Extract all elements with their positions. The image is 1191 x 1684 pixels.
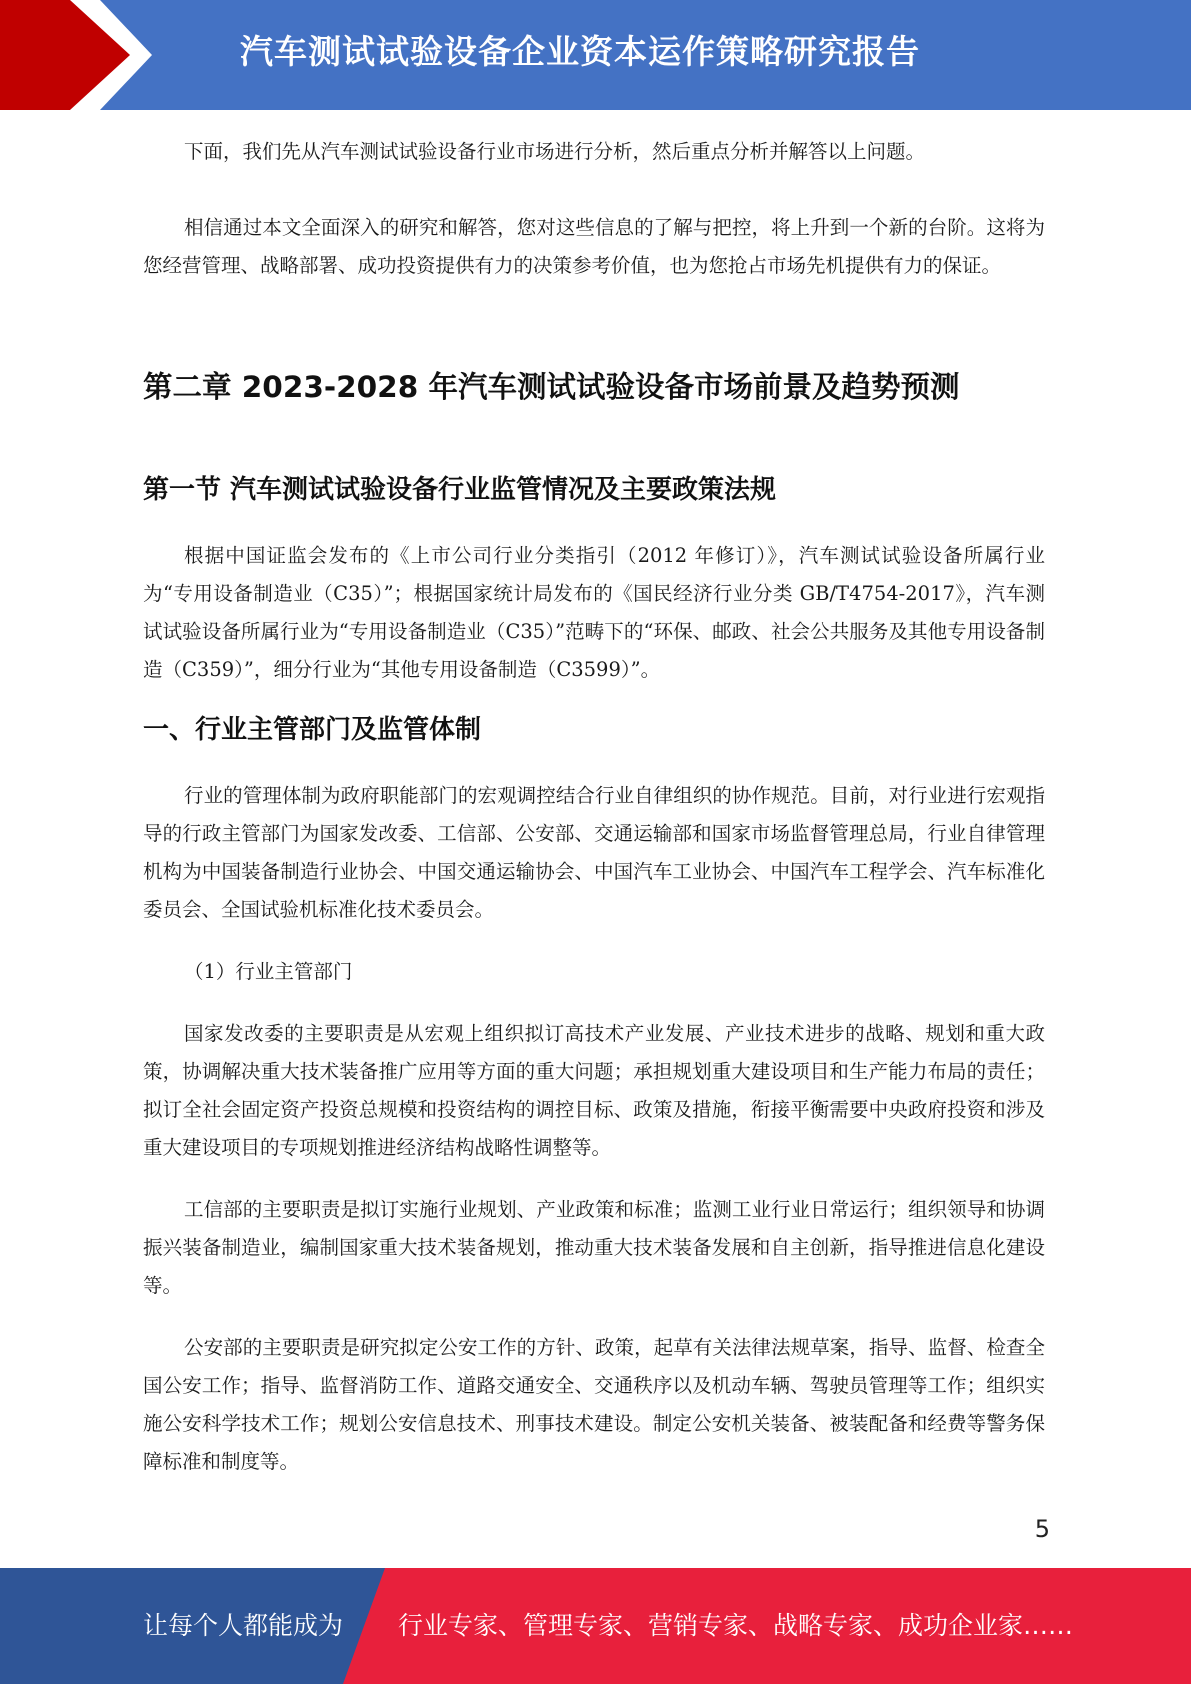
footer-slogan-left: 让每个人都能成为 <box>143 1611 344 1640</box>
intro-paragraph-2: 相信通过本文全面深入的研究和解答，您对这些信息的了解与把控，将上升到一个新的台阶。这将为您经营管理、战略部署、成功投资提供有力的决策参考价值，也为您抢占市场先机提供有力的保证。 <box>143 216 1045 277</box>
section-paragraph: 根据中国证监会发布的《上市公司行业分类指引（2012 年修订）》，汽车测试试验设备所属行业为“专用设备制造业（C35）”；根据国家统计局发布的《国民经济行业分类 GB/T4754-2017》，汽车测试试验设备所属行业为“专用设备制造业（C35）”范畴下的“环保、邮政、社会公共服务及其他专用设备制造（C359）”，细分行业为“其他专用设备制造（C3599）”。 <box>143 544 1045 681</box>
ndrc-paragraph: 国家发改委的主要职责是从宏观上组织拟订高技术产业发展、产业技术进步的战略、规划和重大政策，协调解决重大技术装备推广应用等方面的重大问题；承担规划重大建设项目和生产能力布局的责任；拟订全社会固定资产投资总规模和投资结构的调控目标、政策及措施，衔接平衡需要中央政府投资和涉及重大建设项目的专项规划推进经济结构战略性调整等。 <box>143 1022 1045 1159</box>
intro-paragraph-1: 下面，我们先从汽车测试试验设备行业市场进行分析，然后重点分析并解答以上问题。 <box>184 140 926 163</box>
footer-slogan-right: 行业专家、管理专家、营销专家、战略专家、成功企业家…… <box>398 1611 1074 1640</box>
subsection-title: 一、行业主管部门及监管体制 <box>143 715 482 745</box>
chapter-title: 第二章 2023-2028 年汽车测试试验设备市场前景及趋势预测 <box>143 370 960 404</box>
subsection-paragraph: 行业的管理体制为政府职能部门的宏观调控结合行业自律组织的协作规范。目前，对行业进行宏观指导的行政主管部门为国家发改委、工信部、公安部、交通运输部和国家市场监督管理总局，行业自律管理机构为中国装备制造行业协会、中国交通运输协会、中国汽车工业协会、中国汽车工程学会、汽车标准化委员会、全国试验机标准化技术委员会。 <box>143 784 1045 921</box>
section-title: 第一节 汽车测试试验设备行业监管情况及主要政策法规 <box>143 475 777 505</box>
miit-paragraph: 工信部的主要职责是拟订实施行业规划、产业政策和标准；监测工业行业日常运行；组织领导和协调振兴装备制造业，编制国家重大技术装备规划，推动重大技术装备发展和自主创新，指导推进信息化建设等。 <box>143 1198 1045 1297</box>
mps-paragraph: 公安部的主要职责是研究拟定公安工作的方针、政策，起草有关法律法规草案，指导、监督、检查全国公安工作；指导、监督消防工作、道路交通安全、交通秩序以及机动车辆、驾驶员管理等工作；组织实施公安科学技术工作；规划公安信息技术、刑事技术建设。制定公安机关装备、被装配备和经费等警务保障标准和制度等。 <box>143 1336 1045 1473</box>
page-footer <box>0 1568 1191 1684</box>
page-header <box>0 0 1191 110</box>
page-number: 5 <box>1034 1515 1050 1543</box>
report-title: 汽车测试试验设备企业资本运作策略研究报告 <box>240 32 920 71</box>
item-label-departments: （1）行业主管部门 <box>184 960 353 983</box>
header-chevron-icon <box>0 0 160 110</box>
